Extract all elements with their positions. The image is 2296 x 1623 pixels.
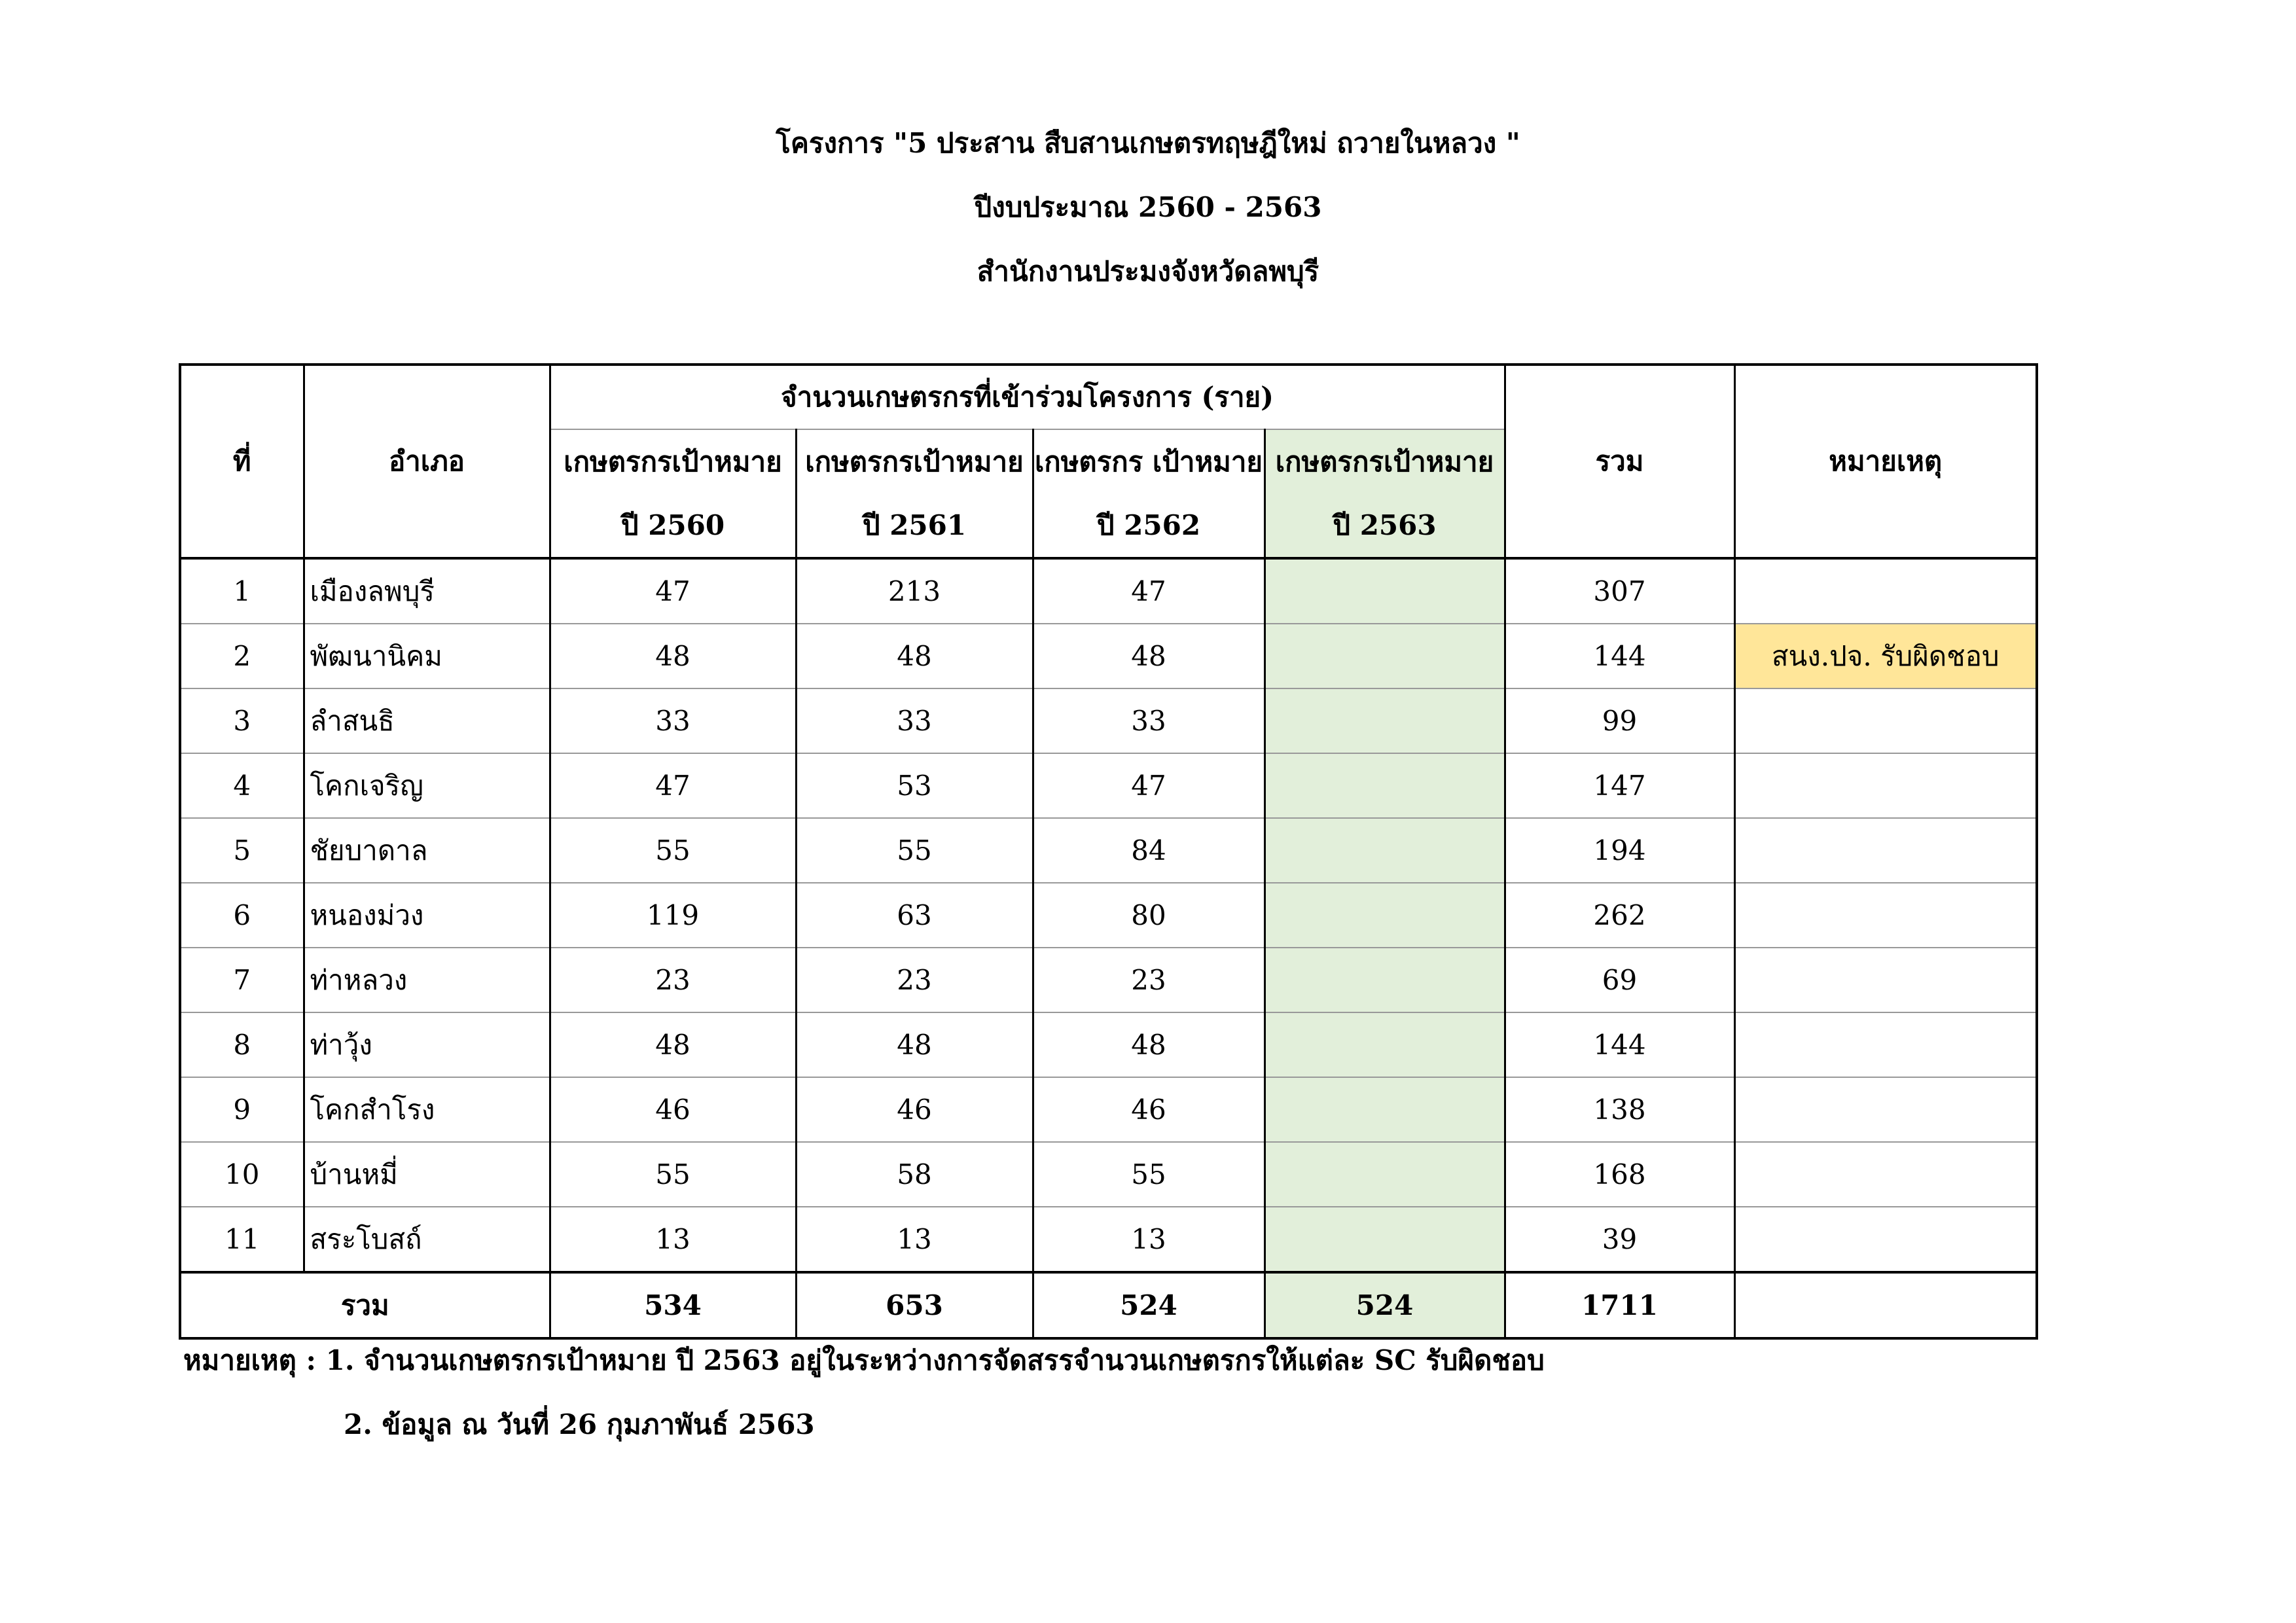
cell-remark bbox=[1734, 1012, 2037, 1077]
cell-no: 7 bbox=[180, 948, 304, 1012]
table-row bbox=[180, 753, 2037, 818]
header-2563: เกษตรกรเป้าหมาย ปี 2563 bbox=[1265, 429, 1505, 558]
cell-no: 3 bbox=[180, 688, 304, 753]
cell-no: 2 bbox=[180, 624, 304, 688]
cell-2562: 80 bbox=[1033, 883, 1265, 948]
cell-total: 99 bbox=[1505, 688, 1734, 753]
cell-2562: 84 bbox=[1033, 818, 1265, 883]
document-header bbox=[0, 111, 2296, 304]
cell-no: 9 bbox=[180, 1077, 304, 1142]
cell-remark bbox=[1734, 1142, 2037, 1207]
project-title: โครงการ "5 ประสาน สืบสานเกษตรทฤษฎีใหม่ ถวายในหลวง " bbox=[776, 127, 1520, 159]
cell-2563 bbox=[1265, 624, 1505, 688]
cell-2560: 55 bbox=[550, 818, 796, 883]
cell-2563 bbox=[1265, 883, 1505, 948]
table-row bbox=[180, 883, 2037, 948]
cell-2563 bbox=[1265, 1207, 1505, 1272]
cell-2563 bbox=[1265, 948, 1505, 1012]
farmer-table bbox=[179, 363, 2038, 1340]
header-remark: หมายเหตุ bbox=[1734, 365, 2037, 558]
cell-remark bbox=[1734, 688, 2037, 753]
cell-district: สระโบสถ์ bbox=[304, 1207, 550, 1272]
cell-remark bbox=[1734, 753, 2037, 818]
cell-2562: 55 bbox=[1033, 1142, 1265, 1207]
cell-district: ชัยบาดาล bbox=[304, 818, 550, 883]
cell-total: 262 bbox=[1505, 883, 1734, 948]
cell-2562: 33 bbox=[1033, 688, 1265, 753]
cell-2560: 55 bbox=[550, 1142, 796, 1207]
cell-2562: 47 bbox=[1033, 753, 1265, 818]
cell-2560: 23 bbox=[550, 948, 796, 1012]
cell-remark bbox=[1734, 558, 2037, 624]
cell-district: ท่าหลวง bbox=[304, 948, 550, 1012]
cell-total: 147 bbox=[1505, 753, 1734, 818]
cell-remark bbox=[1734, 1207, 2037, 1272]
cell-2561: 13 bbox=[796, 1207, 1033, 1272]
cell-2562: 46 bbox=[1033, 1077, 1265, 1142]
table-row bbox=[180, 1142, 2037, 1207]
total-2561: 653 bbox=[796, 1272, 1033, 1338]
cell-2561: 58 bbox=[796, 1142, 1033, 1207]
cell-2560: 48 bbox=[550, 624, 796, 688]
cell-2562: 13 bbox=[1033, 1207, 1265, 1272]
total-label: รวม bbox=[180, 1272, 550, 1338]
total-remark bbox=[1734, 1272, 2037, 1338]
cell-2560: 46 bbox=[550, 1077, 796, 1142]
cell-district: หนองม่วง bbox=[304, 883, 550, 948]
header-2562: เกษตรกร เป้าหมาย ปี 2562 bbox=[1033, 429, 1265, 558]
cell-2560: 33 bbox=[550, 688, 796, 753]
cell-2560: 13 bbox=[550, 1207, 796, 1272]
table-row bbox=[180, 688, 2037, 753]
footnote-2: 2. ข้อมูล ณ วันที่ 26 กุมภาพันธ์ 2563 bbox=[344, 1408, 815, 1440]
total-2563: 524 bbox=[1265, 1272, 1505, 1338]
cell-2562: 23 bbox=[1033, 948, 1265, 1012]
cell-2560: 48 bbox=[550, 1012, 796, 1077]
cell-2562: 47 bbox=[1033, 558, 1265, 624]
table-row bbox=[180, 1207, 2037, 1272]
cell-no: 10 bbox=[180, 1142, 304, 1207]
header-district: อำเภอ bbox=[304, 365, 550, 558]
cell-2560: 47 bbox=[550, 558, 796, 624]
cell-total: 138 bbox=[1505, 1077, 1734, 1142]
office-name: สำนักงานประมงจังหวัดลพบุรี bbox=[977, 255, 1319, 287]
cell-no: 8 bbox=[180, 1012, 304, 1077]
cell-remark bbox=[1734, 883, 2037, 948]
cell-2561: 53 bbox=[796, 753, 1033, 818]
table-row bbox=[180, 1012, 2037, 1077]
cell-2561: 213 bbox=[796, 558, 1033, 624]
table-row bbox=[180, 1077, 2037, 1142]
cell-2563 bbox=[1265, 1077, 1505, 1142]
cell-total: 307 bbox=[1505, 558, 1734, 624]
cell-2561: 23 bbox=[796, 948, 1033, 1012]
cell-2561: 46 bbox=[796, 1077, 1033, 1142]
cell-district: ลำสนธิ bbox=[304, 688, 550, 753]
header-2561: เกษตรกรเป้าหมาย ปี 2561 bbox=[796, 429, 1033, 558]
cell-district: เมืองลพบุรี bbox=[304, 558, 550, 624]
cell-no: 4 bbox=[180, 753, 304, 818]
total-2562: 524 bbox=[1033, 1272, 1265, 1338]
header-farmer-group: จำนวนเกษตรกรที่เข้าร่วมโครงการ (ราย) bbox=[550, 365, 1505, 429]
cell-2563 bbox=[1265, 818, 1505, 883]
cell-district: พัฒนานิคม bbox=[304, 624, 550, 688]
cell-total: 144 bbox=[1505, 1012, 1734, 1077]
cell-remark-highlight: สนง.ปจ. รับผิดชอบ bbox=[1734, 624, 2037, 688]
cell-2562: 48 bbox=[1033, 1012, 1265, 1077]
cell-no: 5 bbox=[180, 818, 304, 883]
cell-2560: 47 bbox=[550, 753, 796, 818]
cell-2561: 48 bbox=[796, 624, 1033, 688]
total-grand: 1711 bbox=[1505, 1272, 1734, 1338]
cell-2563 bbox=[1265, 558, 1505, 624]
total-2560: 534 bbox=[550, 1272, 796, 1338]
cell-total: 144 bbox=[1505, 624, 1734, 688]
cell-remark bbox=[1734, 818, 2037, 883]
cell-district: โคกสำโรง bbox=[304, 1077, 550, 1142]
table-row bbox=[180, 624, 2037, 688]
cell-2561: 55 bbox=[796, 818, 1033, 883]
cell-2561: 48 bbox=[796, 1012, 1033, 1077]
cell-district: ท่าวุ้ง bbox=[304, 1012, 550, 1077]
table-row bbox=[180, 948, 2037, 1012]
cell-district: บ้านหมี่ bbox=[304, 1142, 550, 1207]
cell-2560: 119 bbox=[550, 883, 796, 948]
cell-2561: 33 bbox=[796, 688, 1033, 753]
cell-2563 bbox=[1265, 1012, 1505, 1077]
cell-2562: 48 bbox=[1033, 624, 1265, 688]
cell-no: 1 bbox=[180, 558, 304, 624]
table-row bbox=[180, 558, 2037, 624]
cell-remark bbox=[1734, 948, 2037, 1012]
cell-total: 168 bbox=[1505, 1142, 1734, 1207]
header-total: รวม bbox=[1505, 365, 1734, 558]
cell-2563 bbox=[1265, 1142, 1505, 1207]
cell-remark bbox=[1734, 1077, 2037, 1142]
header-2560: เกษตรกรเป้าหมาย ปี 2560 bbox=[550, 429, 796, 558]
cell-district: โคกเจริญ bbox=[304, 753, 550, 818]
cell-2561: 63 bbox=[796, 883, 1033, 948]
cell-no: 6 bbox=[180, 883, 304, 948]
cell-2563 bbox=[1265, 753, 1505, 818]
footnote-1: หมายเหตุ : 1. จำนวนเกษตรกรเป้าหมาย ปี 2563 อยู่ในระหว่างการจัดสรรจำนวนเกษตรกรให้แต่ละ SC รับผิดชอบ bbox=[183, 1344, 1545, 1376]
cell-total: 39 bbox=[1505, 1207, 1734, 1272]
budget-year: ปีงบประมาณ 2560 - 2563 bbox=[974, 191, 1322, 223]
cell-2563 bbox=[1265, 688, 1505, 753]
cell-no: 11 bbox=[180, 1207, 304, 1272]
table-row bbox=[180, 818, 2037, 883]
header-no: ที่ bbox=[180, 365, 304, 558]
cell-total: 69 bbox=[1505, 948, 1734, 1012]
cell-total: 194 bbox=[1505, 818, 1734, 883]
footnotes bbox=[183, 1329, 1545, 1457]
